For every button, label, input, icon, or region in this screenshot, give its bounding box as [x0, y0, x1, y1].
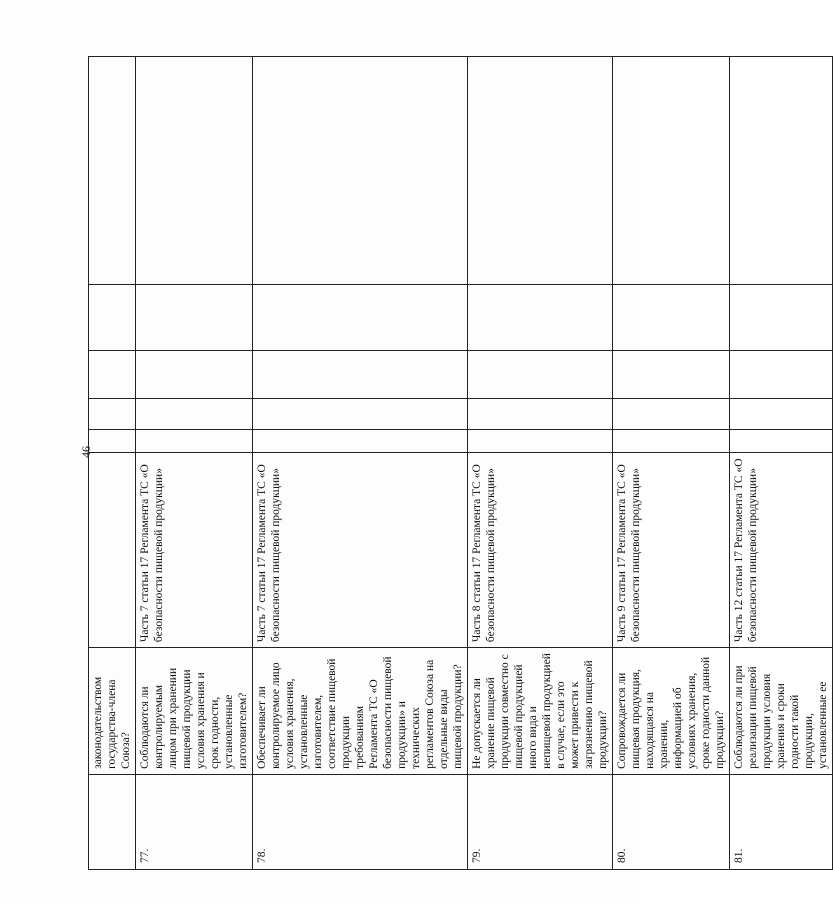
empty-cell: [730, 57, 833, 285]
empty-cell: [89, 399, 136, 429]
reference-cell: Часть 7 статьи 17 Регламента ТС «О безопасности пищевой продукции»: [136, 452, 253, 647]
question-cell: Сопровождается ли пищевая продукция, находящаяся на хранении, информацией об условиях хранения, сроке годности данной продукции?: [613, 648, 730, 775]
empty-cell: [613, 351, 730, 399]
table-row: [613, 57, 730, 870]
table-row: [136, 57, 253, 870]
empty-cell: [136, 351, 253, 399]
empty-cell: [253, 57, 468, 285]
empty-cell: [89, 429, 136, 452]
empty-cell: [89, 351, 136, 399]
question-cell: Не допускается ли хранение пищевой продукции совместно с пищевой продукцией иного вида и непищевой продукцией в случае, если это может привести к загрязнению пищевой продукции?: [468, 648, 613, 775]
row-number: 81.: [730, 774, 833, 869]
empty-cell: [253, 351, 468, 399]
empty-cell: [730, 429, 833, 452]
row-number: 78.: [253, 774, 468, 869]
empty-cell: [468, 57, 613, 285]
empty-cell: [136, 399, 253, 429]
empty-cell: [253, 285, 468, 351]
empty-cell: [468, 399, 613, 429]
empty-cell: [468, 429, 613, 452]
empty-cell: [136, 57, 253, 285]
page-number: 46: [79, 446, 93, 458]
reference-cell: Часть 8 статьи 17 Регламента ТС «О безопасности пищевой продукции»: [468, 452, 613, 647]
row-number: 77.: [136, 774, 253, 869]
empty-cell: [730, 399, 833, 429]
rotated-table-container: [88, 56, 829, 870]
empty-cell: [730, 351, 833, 399]
question-cell: законодательством государства-члена Союза?: [89, 648, 136, 775]
empty-cell: [89, 285, 136, 351]
empty-cell: [468, 351, 613, 399]
empty-cell: [613, 399, 730, 429]
empty-cell: [136, 429, 253, 452]
reference-cell: Часть 12 статьи 17 Регламента ТС «О безопасности пищевой продукции»: [730, 452, 833, 647]
question-cell: Обеспечивает ли контролируемое лицо условия хранения, установленные изготовителем, соответствие пищевой продукции требованиям Регламента ТС «О безопасности пищевой продукции» и технических регламентов Союза на отдельные виды пищевой продукции?: [253, 648, 468, 775]
empty-cell: [468, 285, 613, 351]
checklist-table: [88, 56, 833, 870]
empty-cell: [730, 285, 833, 351]
empty-cell: [136, 285, 253, 351]
empty-cell: [613, 57, 730, 285]
question-cell: Соблюдаются ли при реализации пищевой продукции условия хранения и сроки годности такой продукции, установленные ее: [730, 648, 833, 775]
empty-cell: [613, 285, 730, 351]
empty-cell: [89, 57, 136, 285]
reference-cell: [89, 452, 136, 647]
table-row: [468, 57, 613, 870]
empty-cell: [613, 429, 730, 452]
row-number: 79.: [468, 774, 613, 869]
table-row: [89, 57, 136, 870]
table-row: [253, 57, 468, 870]
reference-cell: Часть 9 статьи 17 Регламента ТС «О безопасности пищевой продукции»: [613, 452, 730, 647]
row-number: 80.: [613, 774, 730, 869]
page-number-wrap: [30, 443, 93, 461]
row-number: [89, 774, 136, 869]
empty-cell: [253, 399, 468, 429]
table-row: [730, 57, 833, 870]
empty-cell: [253, 429, 468, 452]
question-cell: Соблюдаются ли контролируемым лицом при хранении пищевой продукции условия хранения и срок годности, установленные изготовителем?: [136, 648, 253, 775]
reference-cell: Часть 7 статьи 17 Регламента ТС «О безопасности пищевой продукции»: [253, 452, 468, 647]
